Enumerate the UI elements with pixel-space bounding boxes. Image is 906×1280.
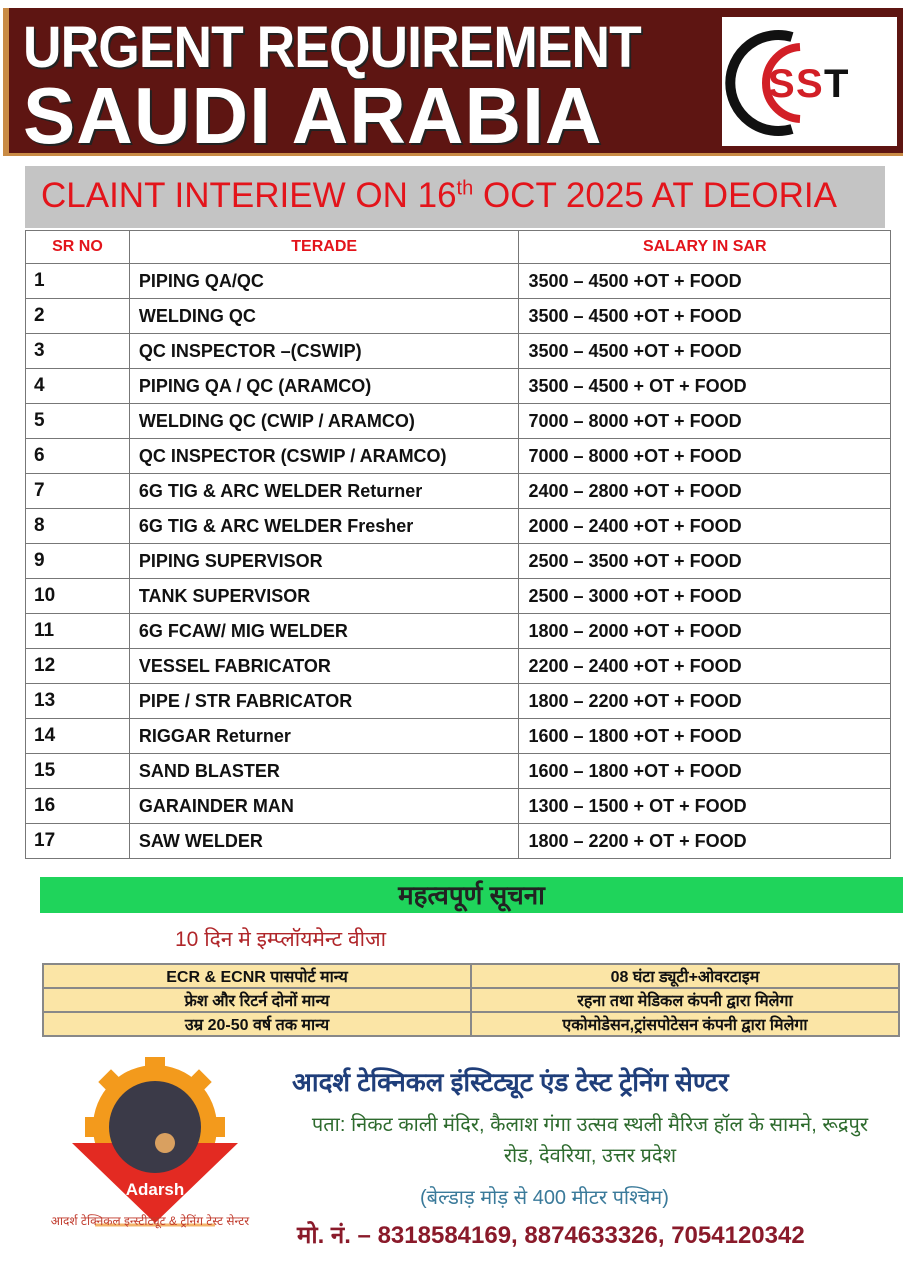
institute-name: आदर्श टेक्निकल इंस्टिट्यूट एंड टेस्ट ट्रेनिंग सेण्टर [292,1067,729,1097]
cell-salary: 2000 – 2400 +OT + FOOD [519,509,891,544]
cell-salary: 1800 – 2200 + OT + FOOD [519,824,891,859]
table-row [26,684,891,719]
interview-text: CLAINT INTERIEW ON 16 [41,176,457,215]
cell-salary: 3500 – 4500 +OT + FOOD [519,334,891,369]
institute-distance: (बेल्डाड़ मोड़ से 400 मीटर पश्चिम) [420,1187,669,1209]
cell-salary: 7000 – 8000 +OT + FOOD [519,439,891,474]
cell-trade: RIGGAR Returner [129,719,519,754]
headline-country: SAUDI ARABIA [23,71,603,160]
table-row [26,649,891,684]
cell-salary: 1600 – 1800 +OT + FOOD [519,719,891,754]
cell-sr: 15 [26,754,130,789]
interview-banner [25,166,885,228]
cell-salary: 3500 – 4500 +OT + FOOD [519,264,891,299]
cell-trade: WELDING QC (CWIP / ARAMCO) [129,404,519,439]
cell-sr: 7 [26,474,130,509]
notice-row [43,964,899,988]
table-row [26,369,891,404]
cell-trade: PIPE / STR FABRICATOR [129,684,519,719]
cell-sr: 6 [26,439,130,474]
notice-title: महत्वपूर्ण सूचना [40,877,903,913]
cell-sr: 13 [26,684,130,719]
interview-sup: th [456,177,474,200]
cell-sr: 12 [26,649,130,684]
cell-trade: 6G TIG & ARC WELDER Fresher [129,509,519,544]
table-row [26,754,891,789]
header-salary: SALARY IN SAR [519,231,891,264]
cell-trade: QC INSPECTOR (CSWIP / ARAMCO) [129,439,519,474]
adarsh-logo [40,1055,270,1255]
cell-salary: 7000 – 8000 +OT + FOOD [519,404,891,439]
table-row [26,439,891,474]
cell-sr: 14 [26,719,130,754]
notice-cell: ECR & ECNR पासपोर्ट मान्य [43,964,471,988]
notice-cell: रहना तथा मेडिकल कंपनी द्वारा मिलेगा [471,988,899,1012]
cell-sr: 5 [26,404,130,439]
notice-row [43,988,899,1012]
jobs-table [25,230,891,859]
cell-sr: 8 [26,509,130,544]
table-row [26,334,891,369]
cell-trade: SAW WELDER [129,824,519,859]
cell-sr: 9 [26,544,130,579]
table-row [26,579,891,614]
cell-salary: 3500 – 4500 +OT + FOOD [519,299,891,334]
cell-trade: VESSEL FABRICATOR [129,649,519,684]
cell-salary: 2400 – 2800 +OT + FOOD [519,474,891,509]
cell-sr: 10 [26,579,130,614]
cell-trade: WELDING QC [129,299,519,334]
notice-cell: फ्रेश और रिटर्न दोनों मान्य [43,988,471,1012]
institute-address: पता: निकट काली मंदिर, कैलाश गंगा उत्सव स्थली मैरिज हॉल के सामने, रूद्रपुर रोड, देवरिया, उत्तर प्रदेश [311,1114,869,1167]
phone-numbers: मो. नं. – 8318584169, 8874633326, 7054120342 [297,1222,805,1249]
cell-trade: SAND BLASTER [129,754,519,789]
cell-trade: 6G TIG & ARC WELDER Returner [129,474,519,509]
notice-cell: 08 घंटा ड्यूटी+ओवरटाइम [471,964,899,988]
cell-salary: 1800 – 2200 +OT + FOOD [519,684,891,719]
header-trade: TERADE [129,231,519,264]
table-row [26,614,891,649]
adarsh-logo-text: Adarsh [125,1180,185,1199]
header-sr-no: SR NO [26,231,130,264]
cell-trade: 6G FCAW/ MIG WELDER [129,614,519,649]
cell-sr: 1 [26,264,130,299]
table-row [26,719,891,754]
cell-salary: 1800 – 2000 +OT + FOOD [519,614,891,649]
visa-note: 10 दिन मे इम्प्लॉयमेन्ट वीजा [175,928,387,951]
headline-urgent: URGENT REQUIREMENT [23,15,641,80]
table-row [26,789,891,824]
cell-salary: 2500 – 3000 +OT + FOOD [519,579,891,614]
cell-salary: 2500 – 3500 +OT + FOOD [519,544,891,579]
svg-text:S: S [796,62,823,106]
cell-trade: PIPING QA / QC (ARAMCO) [129,369,519,404]
svg-text:T: T [824,62,849,106]
svg-text:S: S [768,62,795,106]
cell-trade: PIPING QA/QC [129,264,519,299]
interview-text-end: OCT 2025 AT DEORIA [473,176,837,215]
cell-trade: GARAINDER MAN [129,789,519,824]
notice-cell: उम्र 20-50 वर्ष तक मान्य [43,1012,471,1036]
cell-trade: TANK SUPERVISOR [129,579,519,614]
cell-salary: 1600 – 1800 +OT + FOOD [519,754,891,789]
cell-sr: 3 [26,334,130,369]
cell-salary: 3500 – 4500 + OT + FOOD [519,369,891,404]
cell-sr: 2 [26,299,130,334]
table-row [26,509,891,544]
cell-salary: 2200 – 2400 +OT + FOOD [519,649,891,684]
notice-row [43,1012,899,1036]
cell-trade: PIPING SUPERVISOR [129,544,519,579]
table-row [26,264,891,299]
sst-logo [722,17,897,146]
cell-sr: 17 [26,824,130,859]
cell-sr: 4 [26,369,130,404]
notice-table [42,963,900,1037]
cell-sr: 11 [26,614,130,649]
table-row [26,404,891,439]
cell-sr: 16 [26,789,130,824]
table-row [26,544,891,579]
adarsh-logo-caption: आदर्श टेक्निकल इन्स्टीट्यूट & ट्रेनिंग टेस्ट सेन्टर [50,1214,250,1228]
cell-trade: QC INSPECTOR –(CSWIP) [129,334,519,369]
table-row [26,299,891,334]
notice-cell: एकोमोडेसन,ट्रांसपोटेसन कंपनी द्वारा मिलेगा [471,1012,899,1036]
table-row [26,824,891,859]
table-header-row [26,231,891,264]
table-row [26,474,891,509]
cell-salary: 1300 – 1500 + OT + FOOD [519,789,891,824]
